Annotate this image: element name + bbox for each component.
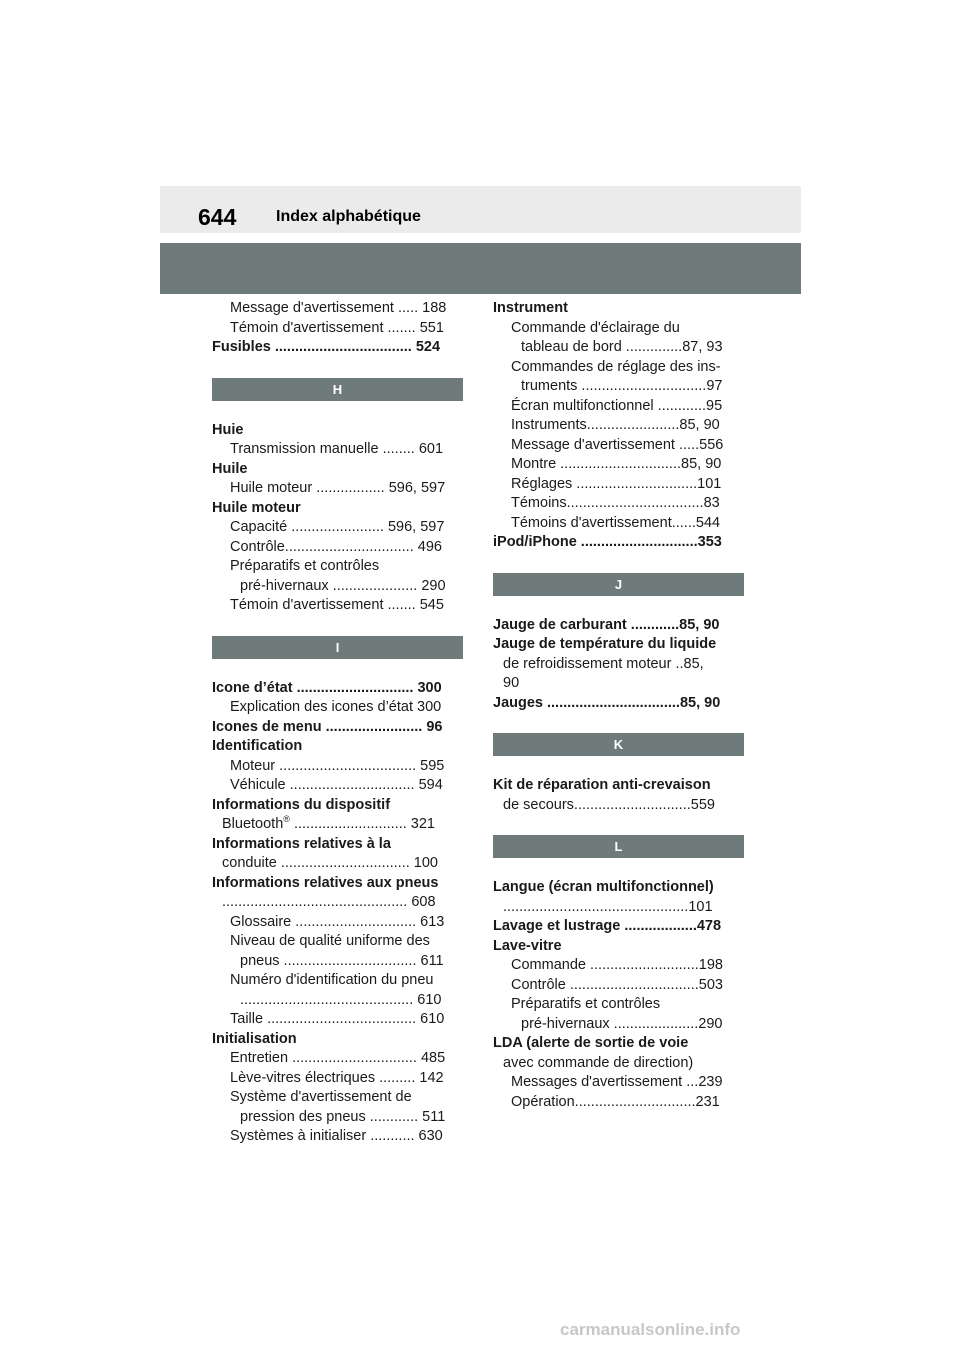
index-entry: Huile moteur <box>212 499 301 516</box>
index-entry: Informations relatives à la <box>212 835 391 852</box>
index-subentry: conduite ................................ 100 <box>222 855 438 871</box>
index-entry: Jauge de température du liquide <box>493 636 717 652</box>
index-entry: Lave-vitre <box>493 937 562 954</box>
index-entry: Instrument <box>493 300 568 316</box>
watermark: carmanualsonline.info <box>560 1320 741 1339</box>
index-subentry: Montre ..............................85, 90 <box>511 456 722 472</box>
index-subentry: Véhicule ............................... 594 <box>230 777 443 793</box>
index-subentry: Numéro d'identification du pneu <box>230 972 434 988</box>
index-subentry: pression des pneus ............ 511 <box>240 1108 446 1125</box>
index-subentry: Capacité ....................... 596, 597 <box>230 519 445 535</box>
index-subentry: Messages d'avertissement ...239 <box>511 1074 723 1090</box>
index-subentry: Transmission manuelle ........ 601 <box>230 441 444 457</box>
index-entry: Huie <box>212 421 244 438</box>
index-subentry: Message d'avertissement ..... 188 <box>230 300 447 316</box>
index-subentry: Réglages ..............................101 <box>511 475 722 492</box>
letter-heading-j: J <box>493 573 744 596</box>
index-subentry: tableau de bord ..............87, 93 <box>521 339 723 355</box>
index-subentry: Témoin d'avertissement ....... 551 <box>230 319 444 336</box>
index-entry: Jauge de carburant ............85, 90 <box>493 616 720 633</box>
index-subentry: Témoin d'avertissement ....... 545 <box>230 597 444 613</box>
index-subentry: Préparatifs et contrôles <box>511 996 661 1012</box>
index-subentry: de secours.............................559 <box>503 796 715 813</box>
index-subentry: Commande ...........................198 <box>511 957 723 973</box>
index-subentry: Commandes de réglage des ins- <box>511 358 721 375</box>
index-subentry: Systèmes à initialiser ........... 630 <box>230 1128 443 1144</box>
index-subentry: de refroidissement moteur ..85, <box>503 655 704 672</box>
index-subentry: Explication des icones d’état 300 <box>230 699 442 715</box>
section-title: Index alphabétique <box>276 208 421 225</box>
index-subentry: 90 <box>503 675 520 691</box>
index-column-left <box>212 299 463 1147</box>
page-number: 644 <box>198 204 237 230</box>
index-entry: Langue (écran multifonctionnel) <box>493 879 714 895</box>
index-subentry: Témoins d'avertissement......544 <box>511 514 721 531</box>
index-subentry: truments ...............................97 <box>521 378 723 394</box>
index-subentry: .............................................. 608 <box>222 894 436 910</box>
index-entry: Fusibles .................................. 524 <box>212 339 441 355</box>
index-subentry: Moteur .................................. 595 <box>230 757 445 774</box>
index-subentry: ........................................... 610 <box>240 991 442 1008</box>
index-entry: Jauges .................................85, 90 <box>493 694 721 711</box>
index-subentry: Contrôle................................ 496 <box>230 538 442 555</box>
index-column-right <box>493 299 744 1112</box>
index-entry: Kit de réparation anti-crevaison <box>493 777 711 793</box>
index-entry: Informations relatives aux pneus <box>212 874 439 891</box>
letter-heading-i: I <box>212 636 463 659</box>
index-subentry: Lève-vitres électriques ......... 142 <box>230 1069 444 1086</box>
index-entry: LDA (alerte de sortie de voie <box>493 1035 689 1051</box>
index-subentry: Écran multifonctionnel ............95 <box>511 397 723 414</box>
index-subentry: Témoins..................................83 <box>511 495 720 511</box>
index-subentry: pneus ................................. 611 <box>240 952 444 969</box>
header-band <box>160 186 801 233</box>
index-subentry: Entretien ............................... 485 <box>230 1050 446 1066</box>
decorative-band <box>160 243 801 294</box>
index-entry: Lavage et lustrage ..................478 <box>493 918 722 934</box>
index-subentry: Commande d'éclairage du <box>511 319 680 336</box>
index-entry: iPod/iPhone .............................353 <box>493 534 722 550</box>
index-subentry: ..............................................101 <box>503 898 713 915</box>
letter-heading-k: K <box>493 733 744 756</box>
index-entry: Informations du dispositif <box>212 796 391 813</box>
index-subentry: pré-hivernaux ..................... 290 <box>240 577 446 594</box>
index-subentry: Huile moteur ................. 596, 597 <box>230 480 446 496</box>
index-subentry: Instruments.......................85, 90 <box>511 417 720 433</box>
index-subentry: pré-hivernaux .....................290 <box>521 1015 723 1032</box>
index-subentry: Taille ..................................... 610 <box>230 1011 445 1027</box>
index-subentry: Glossaire .............................. 613 <box>230 913 445 930</box>
index-entry: Icones de menu ........................ 96 <box>212 718 443 735</box>
index-subentry: avec commande de direction) <box>503 1054 694 1071</box>
index-entry: Icone d’état ............................. 300 <box>212 679 442 696</box>
index-entry: Huile <box>212 460 248 477</box>
index-subentry: Système d'avertissement de <box>230 1089 412 1105</box>
index-subentry: Préparatifs et contrôles <box>230 558 380 574</box>
index-subentry: Niveau de qualité uniforme des <box>230 933 430 949</box>
index-subentry: Bluetooth® ............................ 321 <box>222 814 435 832</box>
letter-heading-h: H <box>212 378 463 401</box>
index-subentry: Contrôle ................................503 <box>511 976 723 993</box>
letter-heading-l: L <box>493 835 744 858</box>
index-subentry: Opération..............................231 <box>511 1093 720 1110</box>
index-entry: Initialisation <box>212 1030 297 1047</box>
index-entry: Identification <box>212 738 303 754</box>
index-subentry: Message d'avertissement .....556 <box>511 436 724 453</box>
